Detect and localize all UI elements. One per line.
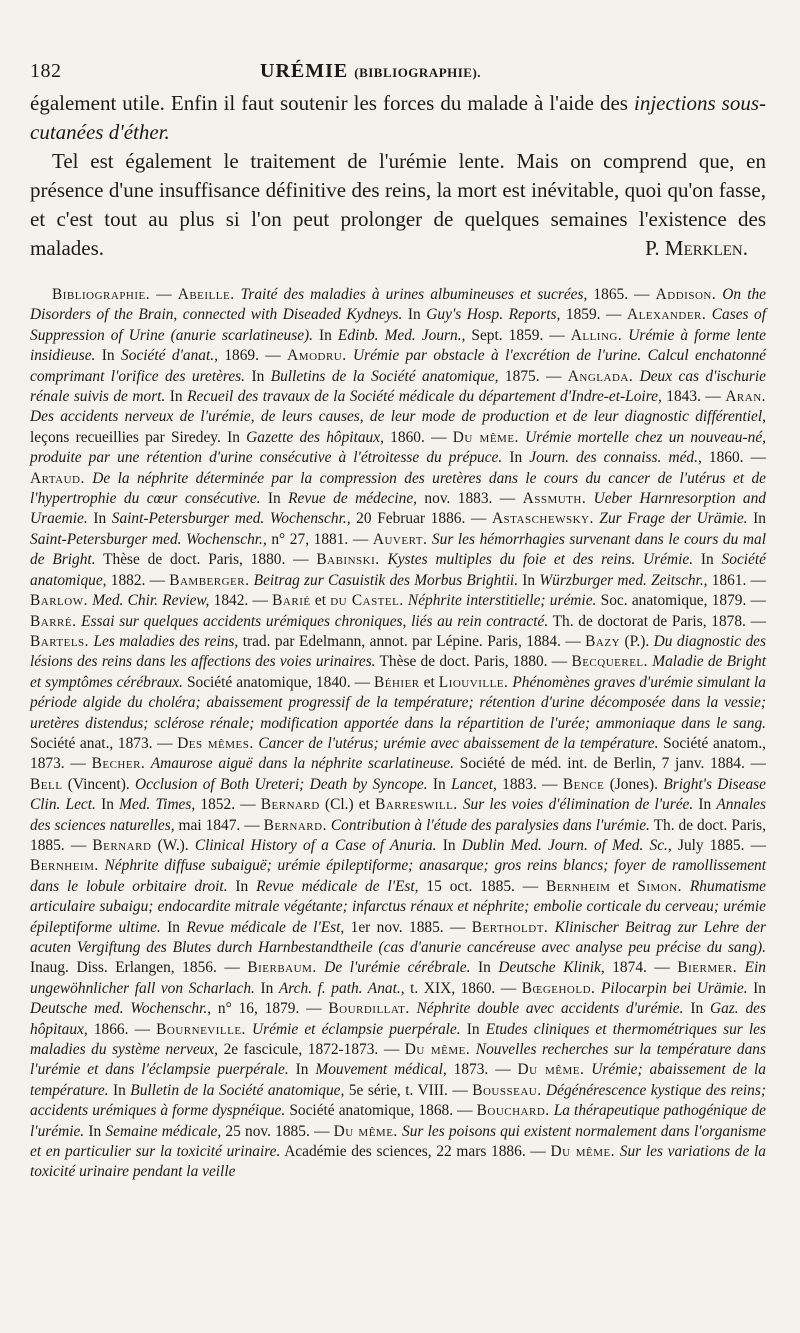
author-name: Assmuth. [522,490,587,508]
citation-text: In [108,1081,131,1099]
citation-title: Urémie à forme lente insidieuse. [30,326,766,365]
author-name: Anglada. [567,367,634,385]
author-name: Barlow. [30,592,88,610]
author-name: Auvert. [372,530,428,548]
author-name: Alexander. [626,306,707,324]
author-name: Bœgehold. [521,979,596,997]
citation-title: Urémie par obstacle à l'excrétion de l'urine. Calcul enchatonné comprimant l'orifice des uretères. [30,347,766,385]
body-text [30,89,766,263]
page-number: 182 [30,60,62,82]
citation-text: 1842. — [209,592,273,610]
citation-text: Th. de doctorat de Paris, 1878. — [548,612,766,630]
citation-title: Med. Times, [119,796,196,814]
author-name: Bierbaum. [247,959,317,977]
citation-text: In [693,551,722,569]
citation-title: Semaine médicale, [105,1122,222,1140]
citation-text: nov. 1883. — [417,490,523,508]
citation-title: Mouvement médical, [315,1061,447,1079]
citation-text: 15 oct. 1885. — [418,877,547,895]
author-name: Bibliographie. [52,286,151,303]
citation-text: et [419,673,439,691]
citation-title: Clinical History of a Case of Anuria. [194,836,437,854]
author-name: Babinski. [316,551,380,569]
citation-text: Th. de doct. Paris, 1885. — [30,816,766,854]
author-name: Barré. [30,612,77,630]
running-title-sub: (BIBLIOGRAPHIE). [354,65,482,80]
author-name: Bazy [585,632,621,650]
citation-text: Société anat., 1873. — [30,734,178,752]
author-name: Bartels. [30,632,90,650]
citation-text: Sept. 1859. — [465,326,571,344]
citation-title: Essai sur quelques accidents urémiques chroniques, liés au rein contracté. [76,612,549,630]
citation-title: Recueil des travaux de la Société médicale du département d'Indre-et-Loire, [187,388,662,406]
citation-title: Kystes multiples du foie et des reins. Urémie. [379,551,694,569]
citation-title: Würzburger med. Zeitschr., [539,571,708,589]
citation-title: Néphrite interstitielle; urémie. [403,592,597,610]
citation-title: Société anatomique, [30,551,766,589]
citation-title: Sur les voies d'élimination de l'urée. [457,796,694,814]
citation-text: (W.). [151,836,195,854]
author-signature: P. Merklen. [645,236,748,260]
citation-text: (Jones). [604,775,664,793]
citation-title: Bright's Disease Clin. Lect. [30,775,767,814]
citation-title: De l'urémie cérébrale. [316,959,471,977]
citation-text: (Vincent). [62,775,135,793]
citation-text: Thèse de doct. Paris, 1880. — [375,653,572,671]
citation-title: Sur les poisons qui existent normalement dans l'organisme et en particulier sur la toxicité urinaire. [30,1122,766,1161]
citation-text: 1875. — [498,367,568,385]
citation-text: (P.). [620,632,654,650]
citation-text: 1852. — [195,796,261,814]
citation-text: In [502,449,530,467]
author-name: du Castel. [330,592,404,610]
citation-text: 1873. — [446,1061,518,1079]
citation-title: Guy's Hosp. Reports, [426,306,561,324]
citation-title: Klinischer Beitrag zur Lehre der acuten Vergiftung des Blutes durch Harnbestandtheile (cas d'anurie cancéreuse avec analyse peu précise du sang). [30,918,767,956]
citation-title: Traité des maladies à urines albumineuses et sucrées, [234,286,588,303]
citation-title: Urémie et éclampsie puerpérale. [245,1020,461,1038]
citation-text: In [683,1000,710,1018]
citation-title: Les maladies des reins, [89,632,239,650]
citation-title: Saint-Petersburger med. Wochenschr., [111,510,351,528]
citation-text: 25 nov. 1885. — [221,1122,334,1140]
citation-text: Société anatomique, 1868. — [285,1102,477,1120]
citation-text: In [245,367,271,385]
citation-text: In [747,979,766,997]
citation-text: In [518,571,540,589]
citation-text: leçons recueillies par Siredey. In [30,428,247,446]
citation-text: Inaug. Diss. Erlangen, 1856. — [30,959,248,977]
bibliography [30,285,766,1183]
author-name: Bell [30,775,63,793]
author-name: Addison. [655,286,717,303]
author-name: Des mêmes. [177,734,254,752]
citation-title: Phénomènes graves d'urémie simulant la période algide du choléra; abaissement progressif de la température; rétention d'urine décomposée dans la vessie; uretères distendus; sclérose rénale; modification apportée dans la répartition de l'urée; ammoniaque dans le sang. [30,673,766,732]
author-name: Bernheim [546,877,611,895]
author-name: Béhier [373,673,420,691]
citation-text: Société anatom., 1873. — [30,734,767,773]
citation-title: Pilocarpin bei Urämie. [595,979,748,997]
paragraph-1 [30,89,766,147]
citation-title: Rhumatisme articulaire subaigu; endocardite mitrale végétante; infarctus rénaux et néphrite; embolie corticale du cerveau; urémie épileptiforme ultime. [30,877,766,936]
citation-title: Société d'anat., [121,347,218,365]
citation-text: In [313,326,338,344]
citation-title: Dégénérescence kystique des reins; accidents urémiques à forme dyspnéique. [30,1081,766,1120]
citation-text: également utile. Enfin il faut soutenir les forces du malade à l'aide des [30,91,634,115]
author-name: Bernard [92,836,152,854]
citation-text: 1874. — [604,959,678,977]
citation-text: 1869. — [217,347,288,365]
citation-title: Saint-Petersburger med. Wochenschr., [30,530,267,548]
citation-title: Edinb. Med. Journ., [337,326,466,344]
citation-title: Contribution à l'étude des paralysies dans l'urémie. [326,816,650,834]
author-name: Barié [272,592,311,610]
running-title [260,60,481,83]
citation-text: Société anatomique, 1840. — [182,673,374,691]
citation-title: Deutsche med. Wochenschr., [30,1000,212,1018]
citation-title: Maladie de Bright et symptômes cérébraux. [30,653,766,691]
author-name: Becquerel. [571,653,648,671]
citation-title: Bulletins de la Société anatomique, [270,367,499,385]
citation-text: 1859. — [560,306,627,324]
citation-text: 1860. — [383,428,453,446]
citation-title: Med. Chir. Review, [87,592,210,610]
citation-text: In [87,510,112,528]
citation-title: Urémie mortelle chez un nouveau-né, produite par une rétention d'urine consécutive à l'étroitesse du prépuce. [30,428,766,467]
citation-text: In [460,1020,486,1038]
author-name: Astaschewsky. [491,510,594,528]
citation-text: trad. par Edelmann, annot. par Lépine. Paris, 1884. — [238,632,586,650]
author-name: Simon. [637,877,683,895]
citation-title: Annales des sciences naturelles, [30,796,766,834]
citation-title: injections sous-cutanées d'éther. [30,91,766,144]
author-name: Bernard. [263,816,327,834]
author-name: Liouville. [438,673,509,691]
citation-text: et [610,877,638,895]
citation-title: Amaurose aiguë dans la néphrite scarlatineuse. [145,755,454,773]
citation-title: Néphrite double avec accidents d'urémie. [409,1000,684,1018]
author-name: Amodru. [287,347,347,365]
citation-text: In [254,979,279,997]
citation-title: Sur les variations de la toxicité urinaire pendant la veille [30,1143,766,1181]
citation-text: In [260,490,289,508]
citation-text: In [95,796,120,814]
author-name: Bourdillat. [328,1000,410,1018]
citation-text: 1883. — [496,775,563,793]
author-name: Abeille. [177,286,235,303]
citation-text: In [427,775,452,793]
citation-text: In [160,918,187,936]
citation-text: In [693,796,717,814]
citation-text: (Cl.) et [319,796,376,814]
citation-title: Cancer de l'utérus; urémie avec abaissement de la température. [253,734,659,752]
citation-text: — [150,286,178,303]
citation-text: 5e série, t. VIII. — [344,1081,473,1099]
citation-title: Lancet, [451,775,497,793]
citation-title: Deux cas d'ischurie rénale suivis de mort. [30,367,766,406]
citation-text: 1860. — [701,449,766,467]
citation-title: Dublin Med. Journ. of Med. Sc., [461,836,672,854]
author-name: Aran. [725,388,766,406]
citation-title: Journ. des connaiss. méd., [529,449,702,467]
author-name: Bouchard. [476,1102,550,1120]
running-head [30,60,766,83]
citation-text: In [747,510,766,528]
author-name: Du même. [333,1122,398,1140]
citation-title: Des accidents nerveux de l'urémie, de leurs causes, de leur mode de production et de leur diagnostic différentiel, [30,408,766,426]
citation-title: Revue de médecine, [288,490,418,508]
citation-title: Occlusion of Both Ureteri; Death by Syncope. [135,775,428,793]
author-name: Bence [562,775,605,793]
author-name: Bernheim. [30,857,99,875]
citation-title: Urémie; abaissement de la température. [30,1061,766,1099]
citation-text: 1882. — [106,571,170,589]
citation-text: 1866. — [87,1020,157,1038]
citation-text: In [84,1122,106,1140]
citation-title: Cases of Suppression of Urine (anurie scarlatineuse). [30,306,767,344]
author-name: Alling. [570,326,623,344]
citation-text: Tel est également le traitement de l'urémie lente. Mais on comprend que, en présence d'une insuffisance définitive des reins, la mort est inévitable, quoi qu'on fasse, et c'est tout au plus si l'on peut prolonger de quelques semaines l'existence des malades. [30,149,766,260]
citation-title: De la néphrite déterminée par la compression des uretères dans le cours du cancer de l'utérus et de l'hypertrophie du cœur consécutive. [30,469,766,508]
citation-title: Gazette des hôpitaux, [246,428,384,446]
citation-title: Ein ungewöhnlicher fall von Scharlach. [30,959,766,997]
citation-title: Beitrag zur Casuistik des Morbus Brightii. [249,571,519,589]
author-name: Bousseau. [472,1081,542,1099]
citation-title: Du diagnostic des lésions des reins dans les affections des voies urinaires. [30,632,766,671]
citation-title: La thérapeutique pathogénique de l'urémie. [30,1102,766,1140]
citation-title: Bulletin de la Société anatomique, [130,1081,345,1099]
author-name: Becher. [91,755,146,773]
citation-text: In [436,836,462,854]
citation-text: 2e fascicule, 1872-1873. — [218,1041,405,1059]
citation-title: Nouvelles recherches sur la température dans l'urémie et dans l'éclampsie puerpérale. [30,1041,766,1079]
citation-text: Académie des sciences, 22 mars 1886. — [280,1143,551,1161]
author-name: Bamberger. [169,571,250,589]
citation-title: Sur les hémorrhagies survenant dans le cours du mal de Bright. [30,530,766,569]
citation-text: Société de méd. int. de Berlin, 7 janv. 1884. — [453,755,766,773]
citation-text: 20 Februar 1886. — [350,510,492,528]
author-name: Bourneville. [156,1020,246,1038]
citation-title: Etudes cliniques et thermométriques sur les maladies du système nerveux, [30,1020,767,1059]
author-name: Du même. [404,1041,471,1059]
citation-text: Soc. anatomique, 1879. — [596,592,766,610]
citation-text: In [470,959,499,977]
citation-text: In [288,1061,316,1079]
citation-title: Revue médicale de l'Est, [186,918,345,936]
citation-text: Thèse de doct. Paris, 1880. — [95,551,317,569]
citation-text: 1er nov. 1885. — [344,918,472,936]
citation-text: July 1885. — [671,836,767,854]
citation-title: Arch. f. path. Anat., [278,979,405,997]
citation-title: Ueber Harnresorption and Uraemie. [30,490,766,528]
author-name: Barreswill. [375,796,458,814]
author-name: Bertholdt. [471,918,549,936]
citation-text: n° 16, 1879. — [211,1000,329,1018]
citation-title: Néphrite diffuse subaiguë; urémie épileptiforme; anasarque; gros reins blancs; foyer de ramollissement dans le lobule orbitaire droit. [30,857,766,895]
citation-text: In [95,347,122,365]
author-name: Du même. [452,428,519,446]
citation-text: In [165,388,188,406]
citation-text: n° 27, 1881. — [266,530,373,548]
citation-text: t. XIX, 1860. — [404,979,522,997]
author-name: Artaud. [30,469,85,487]
citation-title: Gaz. des hôpitaux, [30,1000,766,1038]
citation-text: 1865. — [587,286,656,303]
citation-text: et [310,592,331,610]
citation-title: Revue médicale de l'Est, [256,877,419,895]
author-name: Biermer. [677,959,738,977]
citation-text: In [402,306,427,324]
citation-text: 1861. — [707,571,766,589]
citation-text: mai 1847. — [174,816,264,834]
running-title-main: URÉMIE [260,60,349,82]
author-name: Bernard [260,796,320,814]
citation-title: Zur Frage der Urämie. [593,510,748,528]
citation-text: 1843. — [661,388,726,406]
citation-title: On the Disorders of the Brain, connected with Diseaded Kydneys. [30,286,767,324]
citation-title: Deutsche Klinik, [498,959,605,977]
citation-text: In [227,877,257,895]
author-name: Du même. [517,1061,585,1079]
author-name: Du même. [550,1143,616,1161]
